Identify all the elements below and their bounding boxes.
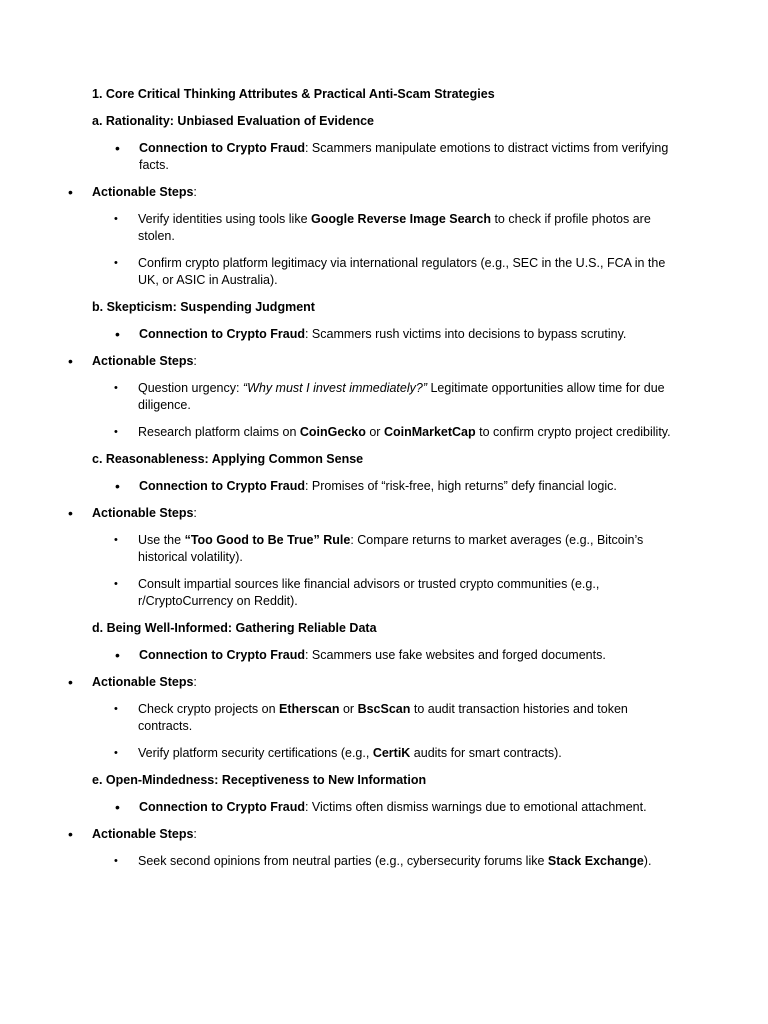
step-item: • Check crypto projects on Etherscan or BscScan to audit transaction histories and token contracts. xyxy=(92,701,678,735)
actionable-steps-label: Actionable Steps xyxy=(92,675,194,689)
section-heading: e. Open-Mindedness: Receptiveness to New Information xyxy=(92,773,427,787)
list-item-connection xyxy=(92,647,678,664)
section-list xyxy=(92,647,678,762)
list-item-connection xyxy=(92,799,678,816)
steps-list xyxy=(45,853,678,870)
section-rationality xyxy=(92,113,678,289)
section-open-mindedness xyxy=(92,772,678,870)
section-reasonableness xyxy=(92,451,678,610)
list-item-connection xyxy=(92,140,678,174)
step-item: • Verify identities using tools like Google Reverse Image Search to check if profile photos are stolen. xyxy=(92,211,678,245)
steps-list xyxy=(45,211,678,289)
step-item: • Confirm crypto platform legitimacy via international regulators (e.g., SEC in the U.S., FCA in the UK, or ASIC in Australia). xyxy=(92,255,678,289)
connection-text: : Scammers use fake websites and forged documents. xyxy=(304,648,606,662)
connection-label: Connection to Crypto Fraud xyxy=(139,479,305,493)
step-item: • Research platform claims on CoinGecko or CoinMarketCap to confirm crypto project credibility. xyxy=(92,424,678,441)
list-item-actionable-steps: • Actionable Steps: • Question urgency: “Why must I invest immediately?” Legitimate opportunities allow time for due diligence. • Research platform claims on CoinGecko or CoinMarketCap to confirm crypto project credibility. xyxy=(45,353,678,441)
section-list xyxy=(92,140,678,289)
section-heading: d. Being Well-Informed: Gathering Reliable Data xyxy=(92,621,377,635)
document-title: 1. Core Critical Thinking Attributes & Practical Anti-Scam Strategies xyxy=(92,87,495,101)
actionable-steps-label: Actionable Steps xyxy=(92,354,194,368)
section-heading: a. Rationality: Unbiased Evaluation of Evidence xyxy=(92,114,375,128)
section-well-informed xyxy=(92,620,678,762)
connection-text: : Scammers manipulate emotions to distract victims from verifying facts. xyxy=(139,141,669,172)
connection-label: Connection to Crypto Fraud xyxy=(139,327,305,341)
list-item-connection xyxy=(92,478,678,495)
actionable-steps-label: Actionable Steps xyxy=(92,506,194,520)
list-item-actionable-steps: • Actionable Steps: • Verify identities using tools like Google Reverse Image Search to check if profile photos are stolen. • Confirm crypto platform legitimacy via international regulators (e.g., SEC in the U.S., FCA in the UK, or ASIC in Australia). xyxy=(45,184,678,289)
connection-text: : Victims often dismiss warnings due to emotional attachment. xyxy=(304,800,647,814)
list-item-actionable-steps: • Actionable Steps: • Use the “Too Good to Be True” Rule: Compare returns to market averages (e.g., Bitcoin’s historical volatility). • Consult impartial sources like financial advisors or trusted crypto communities (e.g., r/CryptoCurrency on Reddit). xyxy=(45,505,678,610)
list-item-connection xyxy=(92,326,678,343)
step-item: • Verify platform security certifications (e.g., CertiK audits for smart contracts). xyxy=(92,745,678,762)
connection-label: Connection to Crypto Fraud xyxy=(139,648,305,662)
connection-text: : Promises of “risk-free, high returns” defy financial logic. xyxy=(304,479,617,493)
actionable-steps-label: Actionable Steps xyxy=(92,185,194,199)
section-list xyxy=(92,326,678,441)
steps-list xyxy=(45,532,678,610)
step-item: • Use the “Too Good to Be True” Rule: Compare returns to market averages (e.g., Bitcoin’s historical volatility). xyxy=(92,532,678,566)
list-item-actionable-steps: • Actionable Steps: • Seek second opinions from neutral parties (e.g., cybersecurity forums like Stack Exchange). xyxy=(45,826,678,870)
connection-text: : Scammers rush victims into decisions to bypass scrutiny. xyxy=(304,327,627,341)
connection-label: Connection to Crypto Fraud xyxy=(139,800,305,814)
step-item: • Seek second opinions from neutral parties (e.g., cybersecurity forums like Stack Exchange). xyxy=(92,853,678,870)
steps-list xyxy=(45,701,678,762)
list-item-actionable-steps: • Actionable Steps: • Check crypto projects on Etherscan or BscScan to audit transaction histories and token contracts. • Verify platform security certifications (e.g., CertiK audits for smart contracts). xyxy=(45,674,678,762)
section-list xyxy=(92,799,678,870)
step-item: • Question urgency: “Why must I invest immediately?” Legitimate opportunities allow time for due diligence. xyxy=(92,380,678,414)
connection-label: Connection to Crypto Fraud xyxy=(139,141,305,155)
section-heading: b. Skepticism: Suspending Judgment xyxy=(92,300,315,314)
step-item: • Consult impartial sources like financial advisors or trusted crypto communities (e.g., r/CryptoCurrency on Reddit). xyxy=(92,576,678,610)
section-skepticism xyxy=(92,299,678,441)
section-list xyxy=(92,478,678,610)
actionable-steps-label: Actionable Steps xyxy=(92,827,194,841)
steps-list xyxy=(45,380,678,441)
section-heading: c. Reasonableness: Applying Common Sense xyxy=(92,452,364,466)
